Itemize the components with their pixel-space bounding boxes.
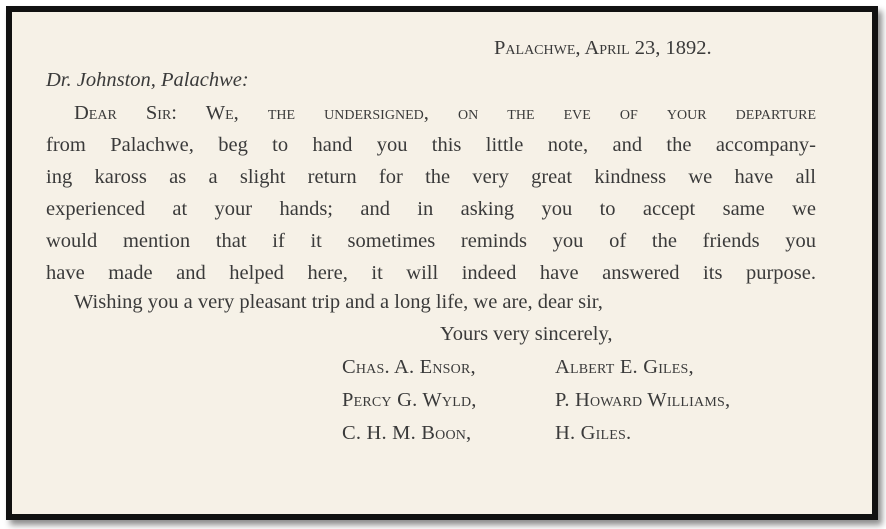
salutation: Dr. Johnston, Palachwe: xyxy=(46,69,249,91)
signatory-6: H. Giles. xyxy=(555,422,632,444)
letter-frame xyxy=(6,6,878,520)
signatory-4: P. Howard Williams, xyxy=(555,389,731,411)
valediction: Yours very sincerely, xyxy=(440,323,613,345)
signatory-1: Chas. A. Ensor, xyxy=(342,356,476,378)
closing-line: Wishing you a very pleasant trip and a long life, we are, dear sir, xyxy=(74,291,603,313)
body-line-2: from Palachwe, beg to hand you this little note, and the accompany- xyxy=(46,134,816,156)
greeting-text: Dear Sir: We, the undersigned, on the eve of your departure xyxy=(74,102,816,124)
body-line-1 xyxy=(74,103,816,124)
dateline: Palachwe, April 23, 1892. xyxy=(494,37,712,59)
signatory-2: Albert E. Giles, xyxy=(555,356,694,378)
signatory-5: C. H. M. Boon, xyxy=(342,422,472,444)
body-line-6: have made and helped here, it will indeed have answered its purpose. xyxy=(46,262,816,284)
body-line-3: ing kaross as a slight return for the very great kindness we have all xyxy=(46,166,816,188)
body-line-5: would mention that if it sometimes reminds you of the friends you xyxy=(46,230,816,252)
signatory-3: Percy G. Wyld, xyxy=(342,389,477,411)
body-line-4: experienced at your hands; and in asking you to accept same we xyxy=(46,198,816,220)
